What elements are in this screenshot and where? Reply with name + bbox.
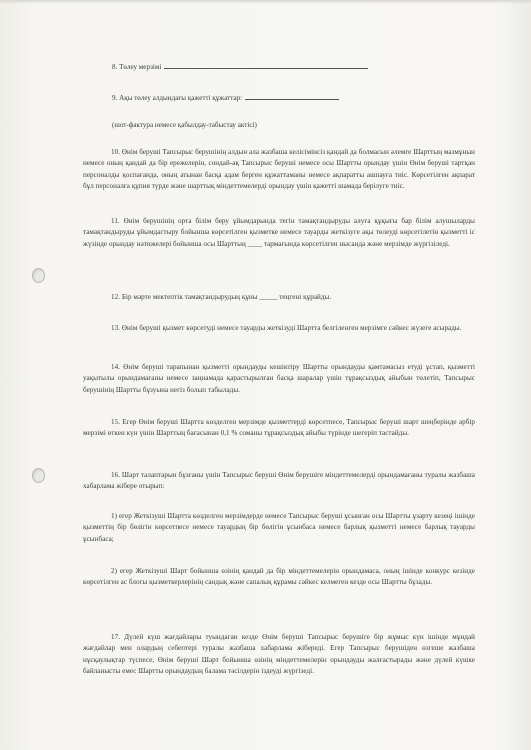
documents-label: 9. Ақы төлеу алдындағы қажетті құжаттар: bbox=[112, 94, 243, 102]
punch-hole-icon bbox=[32, 268, 45, 283]
paragraph-17: 17. Дүлей күш жағдайлары туындаған кезде Өнім беруші Тапсырыс берушіге бір жұмыс күн ішінде мұндай жағдайлар мен олардың себептері туралы жазбаша хабарлама жібереді. Егер Тапсырыс берушіден өзгеше жазбаша нұсқаулықтар түспесе, Өнім беруші Шарт бойынша өзінің міндеттемелерін орындауды жалғастырады және дүлей күшке байланысты емес Шартты орындаудың балама тәсілдерін іздеуді жүргізеді. bbox=[83, 633, 475, 675]
page-edge bbox=[0, 0, 531, 4]
punch-hole-icon bbox=[32, 468, 45, 483]
paragraph-12: 12. Бір мәрте мектептік тамақтандырудың құны _____ теңгені құрайды. bbox=[111, 293, 332, 301]
paragraph-10: 10. Өнім беруші Тапсырыс берушінің алдын ала жазбаша келісімінсіз қандай да болмасын әлемге Шарттың мазмұнын немесе оның қандай да бір ережелерін, сондай-ақ Тапсырыс беруші немесе осы Шартты орындау үшін Өнім беруші тартқан персоналды қоспағанда, оның атынан басқа адам берген құжаттаманы немесе ақпаратты ашпауға тиіс. Көрсетілген ақпарат бұл персоналға құпия түрде және шарттық міндеттемелерді орындау үшін қажетті шамада берілуге тиіс. bbox=[83, 148, 475, 190]
blank-line bbox=[164, 60, 368, 69]
documents-note: (шот-фактура немесе қабылдау-табыстау актісі) bbox=[112, 121, 257, 129]
blank-line bbox=[245, 91, 339, 100]
paragraph-14: 14. Өнім беруші тарапынан қызметті орындауды кешіктіру Шартты орындауды қамтамасыз етуді ұстап, қызметті уақытылы орындамағаны немесе заңнамада қарастырылған басқа шаралар үшін тұрақсыздық айыбын төлетіп, Тапсырыс берушінің Шартты бұзуына негіз болып табылады. bbox=[83, 363, 475, 394]
paragraph-16-item-1: 1) егер Жеткізуші Шартта көзделген мерзімдерде немесе Тапсырыс беруші ұсынған осы Шартты ұзарту кезеңі ішінде қызметтің бір бөлігін көрсетпесе немесе тауардың бір бөлігін ұсынбаса немесе барлық қызметті немесе барлық тауарды ұсынбаса; bbox=[83, 512, 475, 543]
documents-field bbox=[112, 91, 339, 104]
paragraph-16: 16. Шарт талаптарын бұзғаны үшін Тапсырыс беруші Өнім берушіге міндеттемелерді орындамағаны туралы жазбаша хабарлама жібере отырып: bbox=[83, 471, 475, 491]
paragraph-11: 11. Өнім берушінің орта білім беру ұйымдарында тегін тамақтандыруды алуға құқығы бар білім алушыларды тамақтандыруды ұйымдастыру бойынша көрсетілген қызметке немесе тауарды жеткізуге ақы төлеуді көрсетілетін қызметті іс жүзінде орындау нәтижелері бойынша осы Шарттың ____ тармағында көрсетілген нысанда және мерзімде жүргізіледі. bbox=[83, 217, 475, 248]
paragraph-15: 15. Егер Өнім беруші Шартта көзделген мерзімде қызметтерді көрсетпесе, Тапсырыс беруші шарт шеңберінде әрбір мерзімі өткен күн үшін Шарттың бағасынан 0,1 % соманы тұрақсыздық айыбы түрінде шегеріп тастайды. bbox=[83, 418, 475, 438]
paragraph-13: 13. Өнім беруші қызмет көрсетуді немесе тауарды жеткізуді Шартта белгіленген мерзімге сәйкес жүзеге асырады. bbox=[111, 324, 462, 332]
paragraph-16-item-2: 2) егер Жеткізуші Шарт бойынша өзінің қандай да бір міндеттемелерін орындамаса, оның ішінде конкурс кезінде көрсетілген ас блогы қызметкерлерінің сандық және сапалық құрамы сәйкес келмеген кезде осы Шартты бұзады. bbox=[83, 567, 475, 587]
payment-term-label: 8. Төлеу мерзімі bbox=[112, 63, 162, 71]
payment-term-field bbox=[112, 60, 368, 73]
